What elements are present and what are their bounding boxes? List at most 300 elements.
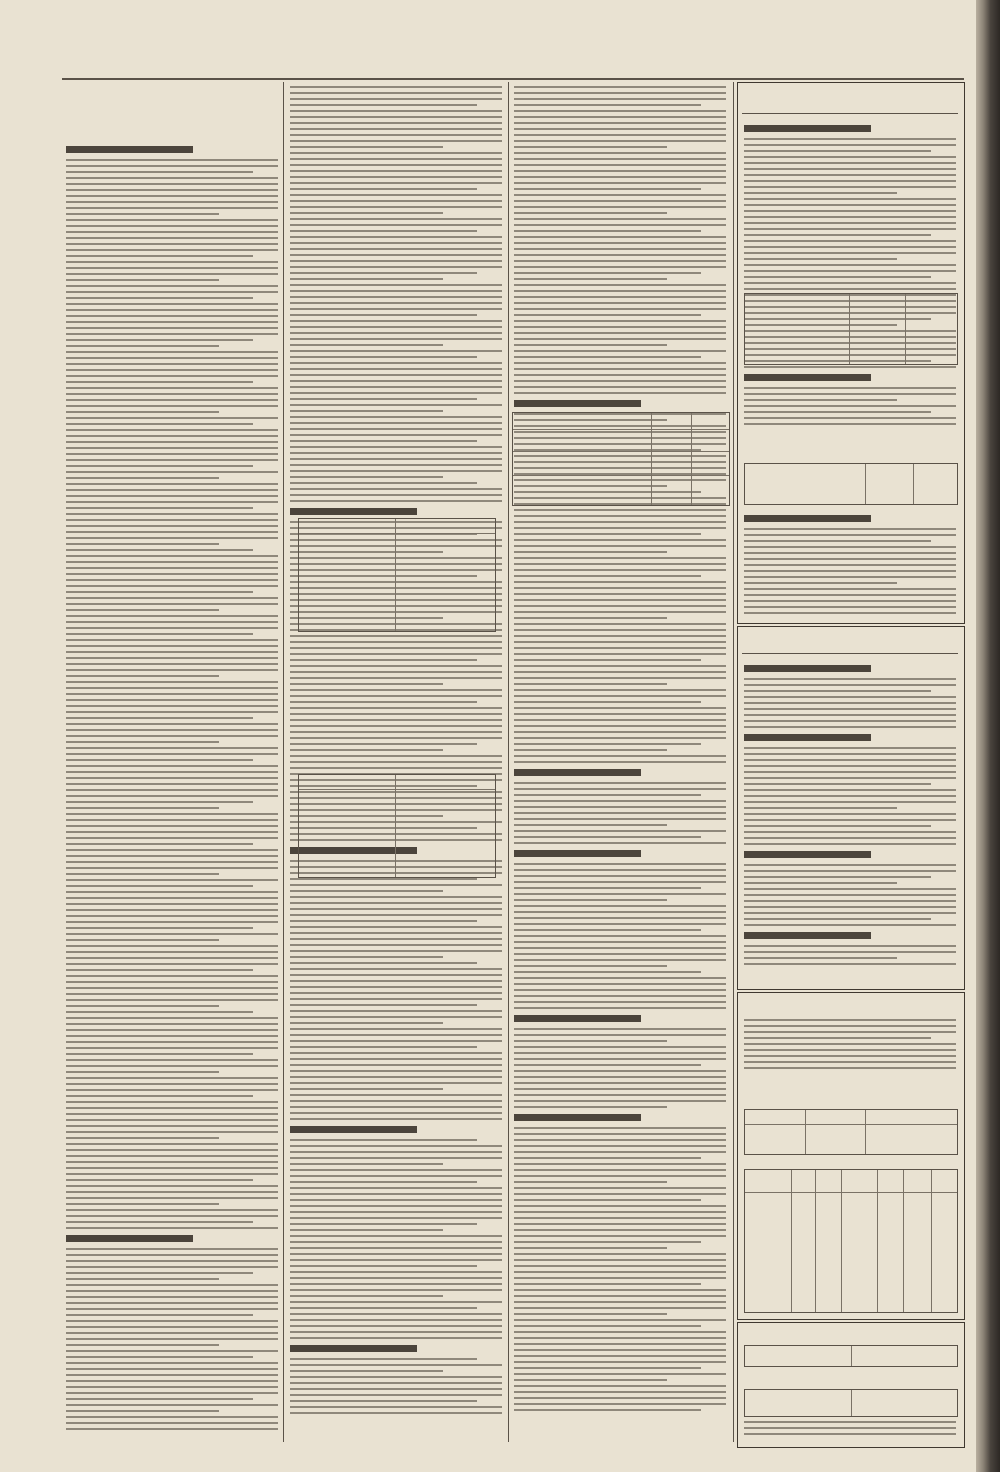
- text-line: [514, 230, 701, 232]
- text-line: [514, 575, 701, 577]
- text-line: [290, 1139, 477, 1141]
- text-line: [744, 399, 897, 401]
- text-line: [514, 1403, 726, 1405]
- text-line: [66, 255, 253, 257]
- text-line: [290, 986, 502, 988]
- text-line: [66, 795, 278, 797]
- text-line: [514, 1040, 667, 1042]
- text-line: [66, 1101, 278, 1103]
- text-line: [66, 567, 278, 569]
- text-line: [66, 279, 219, 281]
- text-column-2: [290, 86, 502, 1440]
- text-line: [744, 564, 956, 566]
- text-line: [66, 297, 253, 299]
- text-line: [66, 981, 278, 983]
- text-line: [290, 1319, 502, 1321]
- text-line: [514, 911, 726, 913]
- water-table: [744, 1345, 958, 1367]
- text-line: [514, 989, 726, 991]
- text-line: [290, 1157, 502, 1159]
- text-line: [514, 1211, 726, 1213]
- text-line: [744, 870, 956, 872]
- text-line: [744, 1037, 931, 1039]
- date-line: [740, 58, 962, 74]
- text-line: [744, 690, 931, 692]
- text-line: [66, 507, 253, 509]
- telegrams-text: [744, 119, 956, 439]
- text-line: [66, 861, 278, 863]
- text-line: [514, 1229, 726, 1231]
- text-line: [290, 701, 477, 703]
- text-line: [514, 941, 726, 943]
- text-line: [744, 570, 956, 572]
- text-line: [66, 699, 278, 701]
- text-line: [290, 98, 502, 100]
- text-line: [514, 1114, 641, 1121]
- text-line: [66, 1308, 278, 1310]
- text-line: [290, 284, 502, 286]
- text-line: [66, 561, 278, 563]
- text-line: [514, 1181, 667, 1183]
- text-line: [66, 1095, 253, 1097]
- text-line: [290, 500, 502, 502]
- text-line: [744, 906, 956, 908]
- text-line: [66, 735, 278, 737]
- text-line: [290, 152, 502, 154]
- text-line: [514, 659, 701, 661]
- text-line: [514, 338, 726, 340]
- text-line: [290, 296, 502, 298]
- text-line: [744, 222, 956, 224]
- text-line: [514, 842, 726, 844]
- text-line: [66, 873, 219, 875]
- text-line: [514, 755, 726, 757]
- text-line: [66, 1410, 219, 1412]
- text-line: [514, 1361, 726, 1363]
- text-line: [66, 1284, 278, 1286]
- text-line: [66, 261, 278, 263]
- page-number-label: [66, 58, 176, 74]
- text-line: [66, 1113, 278, 1115]
- text-line: [514, 158, 726, 160]
- text-line: [290, 926, 502, 928]
- text-line: [514, 521, 726, 523]
- text-line: [514, 146, 667, 148]
- text-line: [514, 527, 726, 529]
- text-line: [514, 1199, 701, 1201]
- text-line: [744, 894, 956, 896]
- text-line: [744, 576, 956, 578]
- text-line: [66, 531, 278, 533]
- text-line: [290, 695, 502, 697]
- text-line: [290, 1283, 502, 1285]
- text-line: [290, 404, 502, 406]
- text-line: [66, 999, 278, 1001]
- text-line: [290, 719, 502, 721]
- text-line: [290, 1076, 502, 1078]
- text-line: [66, 831, 278, 833]
- text-line: [66, 345, 219, 347]
- text-line: [66, 381, 253, 383]
- text-line: [66, 765, 278, 767]
- text-line: [514, 290, 726, 292]
- text-line: [744, 180, 956, 182]
- text-line: [744, 417, 956, 419]
- text-line: [66, 1077, 278, 1079]
- text-line: [66, 807, 219, 809]
- text-line: [514, 1127, 726, 1129]
- freight-table: [512, 412, 730, 506]
- text-line: [514, 1187, 726, 1189]
- text-line: [744, 963, 956, 965]
- text-line: [744, 819, 956, 821]
- text-line: [290, 647, 502, 649]
- text-line: [514, 1313, 667, 1315]
- text-line: [66, 1386, 278, 1388]
- text-line: [290, 1259, 502, 1261]
- text-line: [744, 951, 956, 953]
- text-line: [744, 734, 871, 741]
- text-line: [514, 1094, 726, 1096]
- text-line: [66, 495, 278, 497]
- text-line: [66, 405, 278, 407]
- text-line: [290, 200, 502, 202]
- text-line: [66, 843, 253, 845]
- text-line: [290, 755, 502, 757]
- text-line: [66, 1155, 278, 1157]
- text-line: [66, 321, 278, 323]
- text-line: [514, 98, 726, 100]
- text-line: [744, 851, 871, 858]
- text-line: [744, 192, 897, 194]
- text-line: [66, 1290, 278, 1292]
- text-line: [514, 266, 726, 268]
- text-line: [514, 647, 726, 649]
- text-line: [744, 1433, 956, 1435]
- text-line: [66, 627, 278, 629]
- text-line: [514, 1082, 726, 1084]
- text-line: [744, 198, 956, 200]
- text-line: [514, 1058, 726, 1060]
- text-line: [290, 356, 477, 358]
- text-line: [290, 128, 502, 130]
- text-line: [66, 1107, 278, 1109]
- text-line: [514, 935, 726, 937]
- text-line: [290, 1070, 502, 1072]
- text-line: [66, 1089, 278, 1091]
- text-line: [514, 971, 701, 973]
- text-line: [290, 344, 443, 346]
- text-line: [514, 725, 726, 727]
- text-line: [290, 1345, 417, 1352]
- text-line: [514, 176, 726, 178]
- text-line: [514, 1028, 726, 1030]
- text-line: [66, 459, 278, 461]
- text-line: [66, 237, 278, 239]
- text-line: [290, 428, 502, 430]
- text-line: [66, 1215, 278, 1217]
- text-line: [290, 665, 502, 667]
- text-line: [514, 899, 667, 901]
- text-line: [290, 116, 502, 118]
- text-line: [66, 435, 278, 437]
- text-line: [290, 1169, 502, 1171]
- text-line: [744, 726, 956, 728]
- text-line: [290, 1223, 477, 1225]
- text-line: [744, 932, 871, 939]
- text-line: [290, 508, 417, 515]
- text-line: [66, 1221, 253, 1223]
- text-line: [514, 1088, 726, 1090]
- text-line: [290, 635, 502, 637]
- text-line: [744, 515, 871, 522]
- text-line: [744, 540, 931, 542]
- section-masthead: [65, 86, 275, 130]
- text-line: [514, 400, 641, 407]
- text-line: [514, 170, 726, 172]
- column-rule-1: [283, 82, 284, 1442]
- text-line: [744, 411, 931, 413]
- text-line: [514, 869, 726, 871]
- text-line: [514, 218, 726, 220]
- text-line: [66, 1191, 278, 1193]
- text-line: [514, 1052, 726, 1054]
- text-line: [744, 665, 871, 672]
- text-line: [514, 887, 701, 889]
- text-line: [66, 969, 253, 971]
- text-line: [514, 769, 641, 776]
- text-line: [66, 1362, 278, 1364]
- text-line: [290, 1307, 477, 1309]
- text-line: [744, 1025, 956, 1027]
- text-line: [290, 314, 477, 316]
- text-line: [744, 1031, 956, 1033]
- text-line: [514, 1289, 726, 1291]
- text-line: [744, 708, 956, 710]
- text-line: [290, 902, 502, 904]
- text-line: [514, 1349, 726, 1351]
- text-line: [290, 992, 502, 994]
- text-line: [290, 1295, 443, 1297]
- text-line: [744, 918, 931, 920]
- goods-box: [737, 626, 965, 990]
- text-line: [514, 1076, 726, 1078]
- text-line: [66, 867, 278, 869]
- text-line: [290, 224, 502, 226]
- text-line: [744, 813, 956, 815]
- text-line: [66, 813, 278, 815]
- text-line: [514, 1283, 701, 1285]
- text-line: [744, 125, 871, 132]
- text-line: [290, 368, 502, 370]
- text-line: [290, 158, 502, 160]
- text-line: [514, 707, 726, 709]
- text-line: [66, 159, 278, 161]
- text-line: [744, 138, 956, 140]
- text-line: [514, 110, 726, 112]
- text-line: [744, 807, 897, 809]
- text-line: [66, 1332, 278, 1334]
- text-line: [290, 968, 502, 970]
- text-line: [744, 957, 897, 959]
- text-line: [744, 945, 956, 947]
- text-line: [744, 888, 956, 890]
- text-line: [744, 144, 956, 146]
- text-line: [290, 1199, 502, 1201]
- text-line: [66, 285, 278, 287]
- text-line: [514, 533, 701, 535]
- text-line: [744, 831, 956, 833]
- text-line: [290, 326, 502, 328]
- text-line: [66, 1404, 278, 1406]
- text-line: [290, 170, 502, 172]
- text-line: [66, 1149, 278, 1151]
- text-line: [290, 176, 502, 178]
- text-line: [66, 369, 278, 371]
- text-line: [66, 213, 219, 215]
- text-line: [514, 875, 726, 877]
- text-line: [514, 86, 726, 88]
- text-line: [66, 489, 278, 491]
- text-line: [66, 351, 278, 353]
- text-line: [290, 938, 502, 940]
- text-line: [744, 924, 956, 926]
- text-line: [66, 309, 278, 311]
- text-line: [290, 1271, 502, 1273]
- text-line: [744, 234, 931, 236]
- text-line: [66, 681, 278, 683]
- text-line: [290, 944, 502, 946]
- text-line: [290, 446, 502, 448]
- text-line: [66, 339, 253, 341]
- text-line: [290, 1022, 443, 1024]
- text-line: [744, 174, 956, 176]
- text-line: [66, 909, 278, 911]
- text-line: [290, 494, 502, 496]
- text-line: [514, 1247, 667, 1249]
- text-line: [290, 653, 502, 655]
- text-line: [66, 183, 278, 185]
- text-line: [514, 995, 726, 997]
- text-line: [744, 405, 956, 407]
- header-rule: [62, 78, 964, 80]
- text-line: [66, 663, 278, 665]
- text-line: [514, 719, 726, 721]
- text-line: [66, 1260, 278, 1262]
- text-line: [744, 366, 956, 368]
- text-line: [514, 1106, 667, 1108]
- text-line: [66, 177, 278, 179]
- text-line: [514, 824, 667, 826]
- text-line: [514, 386, 726, 388]
- text-line: [66, 146, 193, 153]
- text-line: [744, 771, 956, 773]
- text-line: [744, 837, 956, 839]
- text-line: [514, 806, 726, 808]
- text-line: [66, 1179, 253, 1181]
- text-line: [744, 552, 956, 554]
- text-line: [290, 1382, 502, 1384]
- text-line: [514, 1169, 726, 1171]
- text-line: [66, 1326, 278, 1328]
- text-line: [66, 471, 278, 473]
- debt-table: [298, 518, 496, 632]
- text-line: [66, 1209, 278, 1211]
- text-line: [290, 1253, 502, 1255]
- text-line: [514, 947, 726, 949]
- text-line: [514, 188, 701, 190]
- text-line: [66, 231, 278, 233]
- text-line: [744, 714, 956, 716]
- text-line: [290, 896, 502, 898]
- text-line: [290, 230, 477, 232]
- text-line: [514, 1205, 726, 1207]
- text-line: [290, 884, 502, 886]
- text-line: [290, 1337, 502, 1339]
- text-line: [744, 393, 956, 395]
- text-line: [66, 609, 219, 611]
- text-line: [290, 1241, 502, 1243]
- text-line: [66, 1235, 193, 1242]
- text-line: [66, 1041, 278, 1043]
- text-line: [514, 671, 726, 673]
- text-line: [290, 689, 502, 691]
- text-line: [66, 1119, 278, 1121]
- text-line: [290, 749, 443, 751]
- text-line: [66, 1248, 278, 1250]
- text-line: [290, 362, 502, 364]
- text-line: [66, 693, 278, 695]
- text-line: [290, 1016, 502, 1018]
- text-line: [290, 1217, 502, 1219]
- text-line: [744, 156, 956, 158]
- text-line: [744, 240, 956, 242]
- text-line: [66, 591, 253, 593]
- text-line: [514, 737, 726, 739]
- text-line: [290, 743, 477, 745]
- text-line: [290, 974, 502, 976]
- text-line: [290, 122, 502, 124]
- text-line: [290, 962, 477, 964]
- text-line: [514, 302, 726, 304]
- text-line: [290, 266, 502, 268]
- text-line: [514, 965, 667, 967]
- text-line: [66, 621, 278, 623]
- text-line: [66, 1350, 278, 1352]
- text-line: [514, 1367, 701, 1369]
- text-line: [290, 302, 502, 304]
- text-line: [66, 1173, 278, 1175]
- text-line: [66, 1059, 278, 1061]
- text-line: [514, 212, 667, 214]
- text-line: [514, 1217, 726, 1219]
- text-line: [66, 603, 278, 605]
- text-line: [290, 410, 443, 412]
- text-line: [66, 1185, 278, 1187]
- imprint-text: [744, 1421, 956, 1445]
- text-line: [514, 569, 726, 571]
- text-line: [744, 753, 956, 755]
- text-line: [66, 1137, 219, 1139]
- text-line: [66, 303, 278, 305]
- text-line: [66, 987, 278, 989]
- text-line: [514, 362, 726, 364]
- text-line: [290, 932, 502, 934]
- text-line: [290, 956, 443, 958]
- text-line: [66, 1278, 219, 1280]
- text-line: [744, 594, 956, 596]
- text-line: [514, 1277, 726, 1279]
